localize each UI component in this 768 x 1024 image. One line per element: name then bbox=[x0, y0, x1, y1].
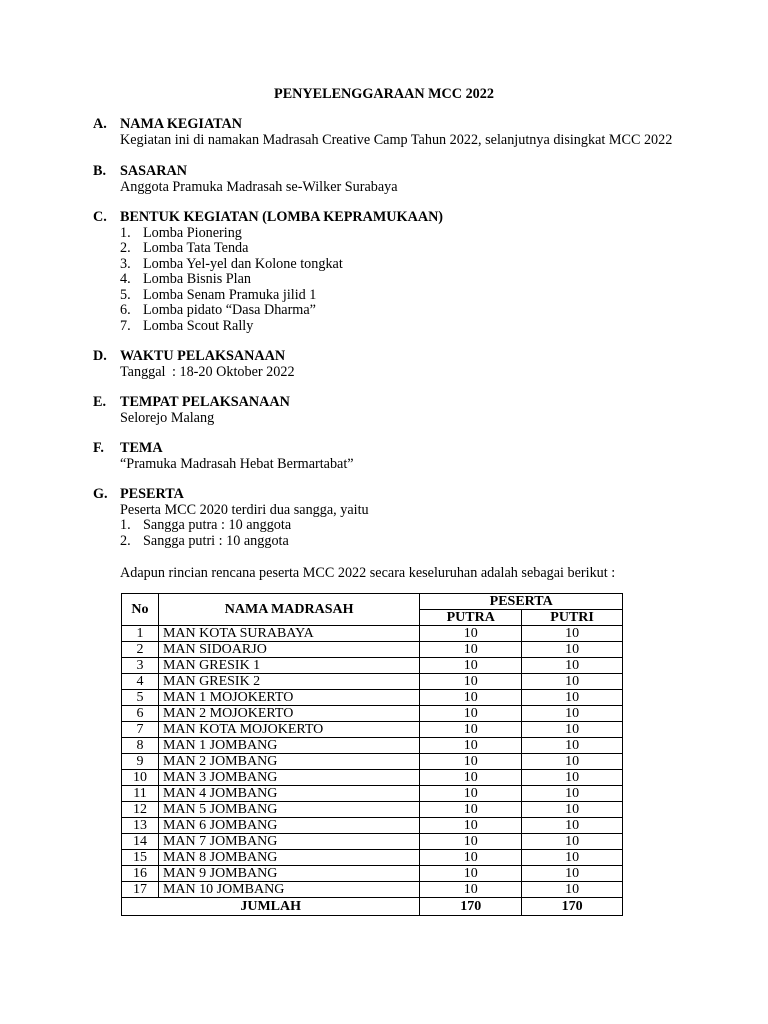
cell-putra: 10 bbox=[420, 850, 522, 866]
table-row bbox=[122, 722, 623, 738]
list-item: 5. Lomba Senam Pramuka jilid 1 bbox=[120, 286, 317, 303]
table-row bbox=[122, 866, 623, 882]
section-waktu-pelaksanaan bbox=[93, 349, 733, 380]
section-tempat-pelaksanaan bbox=[93, 395, 733, 426]
table-row bbox=[122, 834, 623, 850]
section-heading: PESERTA bbox=[120, 486, 184, 502]
table-row bbox=[122, 658, 623, 674]
cell-nama: MAN 2 JOMBANG bbox=[158, 754, 419, 770]
table-row bbox=[122, 706, 623, 722]
list-item: 7. Lomba Scout Rally bbox=[120, 317, 254, 334]
section-text: “Pramuka Madrasah Hebat Bermartabat” bbox=[120, 455, 354, 472]
section-sasaran bbox=[93, 164, 733, 195]
table-total-row bbox=[122, 898, 623, 916]
cell-no: 7 bbox=[122, 722, 159, 738]
section-letter: A. bbox=[93, 116, 107, 132]
cell-no: 5 bbox=[122, 690, 159, 706]
table-row bbox=[122, 754, 623, 770]
section-heading: BENTUK KEGIATAN (LOMBA KEPRAMUKAAN) bbox=[120, 209, 444, 225]
cell-putra: 10 bbox=[420, 706, 522, 722]
cell-putri: 10 bbox=[522, 818, 623, 834]
cell-putri: 10 bbox=[522, 738, 623, 754]
cell-nama: MAN SIDOARJO bbox=[158, 642, 419, 658]
cell-putri: 10 bbox=[522, 722, 623, 738]
section-heading: SASARAN bbox=[120, 163, 188, 179]
cell-putra: 10 bbox=[420, 738, 522, 754]
total-putri: 170 bbox=[522, 898, 623, 916]
col-header-putra: PUTRA bbox=[420, 610, 522, 626]
tanggal-value: : 18-20 Oktober 2022 bbox=[172, 363, 295, 380]
table-intro: Adapun rincian rencana peserta MCC 2022 secara keseluruhan adalah sebagai berikut : bbox=[120, 565, 616, 581]
cell-no: 16 bbox=[122, 866, 159, 882]
cell-no: 12 bbox=[122, 802, 159, 818]
section-heading: TEMA bbox=[120, 440, 163, 456]
tanggal-label: Tanggal bbox=[120, 363, 166, 380]
cell-putra: 10 bbox=[420, 690, 522, 706]
table-row bbox=[122, 738, 623, 754]
cell-nama: MAN 5 JOMBANG bbox=[158, 802, 419, 818]
total-label: JUMLAH bbox=[122, 898, 420, 916]
participant-table bbox=[121, 593, 623, 916]
cell-nama: MAN 7 JOMBANG bbox=[158, 834, 419, 850]
section-letter: B. bbox=[93, 163, 107, 179]
cell-putra: 10 bbox=[420, 722, 522, 738]
list-item: 4. Lomba Bisnis Plan bbox=[120, 271, 251, 287]
cell-putri: 10 bbox=[522, 786, 623, 802]
cell-putri: 10 bbox=[522, 642, 623, 658]
cell-putra: 10 bbox=[420, 834, 522, 850]
section-heading: TEMPAT PELAKSANAAN bbox=[120, 394, 290, 410]
list-item: 1. Sangga putra : 10 anggota bbox=[120, 517, 292, 533]
cell-putri: 10 bbox=[522, 866, 623, 882]
cell-no: 13 bbox=[122, 818, 159, 834]
cell-putra: 10 bbox=[420, 866, 522, 882]
col-header-no: No bbox=[122, 594, 159, 626]
section-letter: C. bbox=[93, 209, 107, 225]
cell-no: 6 bbox=[122, 706, 159, 722]
section-letter: G. bbox=[93, 486, 108, 502]
cell-nama: MAN 1 JOMBANG bbox=[158, 738, 419, 754]
cell-putri: 10 bbox=[522, 770, 623, 786]
table-row bbox=[122, 642, 623, 658]
cell-putri: 10 bbox=[522, 850, 623, 866]
cell-nama: MAN 4 JOMBANG bbox=[158, 786, 419, 802]
cell-putra: 10 bbox=[420, 674, 522, 690]
cell-putri: 10 bbox=[522, 754, 623, 770]
cell-putri: 10 bbox=[522, 674, 623, 690]
cell-nama: MAN 3 JOMBANG bbox=[158, 770, 419, 786]
cell-nama: MAN 9 JOMBANG bbox=[158, 866, 419, 882]
list-item: 6. Lomba pidato “Dasa Dharma” bbox=[120, 302, 316, 318]
table-row bbox=[122, 850, 623, 866]
cell-no: 15 bbox=[122, 850, 159, 866]
table-row bbox=[122, 626, 623, 642]
section-letter: F. bbox=[93, 440, 104, 456]
col-header-nama: NAMA MADRASAH bbox=[158, 594, 419, 626]
cell-no: 3 bbox=[122, 658, 159, 674]
cell-no: 2 bbox=[122, 642, 159, 658]
cell-putra: 10 bbox=[420, 770, 522, 786]
section-tema bbox=[93, 441, 733, 472]
table-row bbox=[122, 802, 623, 818]
cell-putra: 10 bbox=[420, 802, 522, 818]
list-item: 3. Lomba Yel-yel dan Kolone tongkat bbox=[120, 255, 343, 272]
cell-nama: MAN GRESIK 2 bbox=[158, 674, 419, 690]
section-text: Kegiatan ini di namakan Madrasah Creative Camp Tahun 2022, selanjutnya disingkat MCC 2022 bbox=[120, 131, 673, 148]
table-row bbox=[122, 690, 623, 706]
cell-nama: MAN GRESIK 1 bbox=[158, 658, 419, 674]
cell-no: 1 bbox=[122, 626, 159, 642]
cell-putri: 10 bbox=[522, 706, 623, 722]
cell-no: 17 bbox=[122, 882, 159, 898]
cell-putra: 10 bbox=[420, 786, 522, 802]
list-item: 2. Sangga putri : 10 anggota bbox=[120, 532, 289, 549]
section-text: Selorejo Malang bbox=[120, 409, 215, 426]
cell-no: 8 bbox=[122, 738, 159, 754]
cell-putri: 10 bbox=[522, 690, 623, 706]
cell-putra: 10 bbox=[420, 754, 522, 770]
cell-no: 10 bbox=[122, 770, 159, 786]
cell-putri: 10 bbox=[522, 882, 623, 898]
section-letter: D. bbox=[93, 348, 107, 364]
table-row bbox=[122, 818, 623, 834]
cell-nama: MAN 8 JOMBANG bbox=[158, 850, 419, 866]
cell-no: 9 bbox=[122, 754, 159, 770]
cell-putri: 10 bbox=[522, 834, 623, 850]
table-row bbox=[122, 674, 623, 690]
cell-nama: MAN 6 JOMBANG bbox=[158, 818, 419, 834]
cell-no: 14 bbox=[122, 834, 159, 850]
table-body bbox=[122, 626, 623, 898]
cell-nama: MAN KOTA SURABAYA bbox=[158, 626, 419, 642]
section-letter: E. bbox=[93, 394, 107, 410]
cell-putra: 10 bbox=[420, 626, 522, 642]
table-row bbox=[122, 786, 623, 802]
cell-nama: MAN KOTA MOJOKERTO bbox=[158, 722, 419, 738]
section-nama-kegiatan bbox=[93, 117, 733, 148]
cell-putri: 10 bbox=[522, 626, 623, 642]
section-heading: WAKTU PELAKSANAAN bbox=[120, 348, 286, 364]
col-header-putri: PUTRI bbox=[522, 610, 623, 626]
section-bentuk-kegiatan bbox=[93, 210, 733, 334]
total-putra: 170 bbox=[420, 898, 522, 916]
section-peserta bbox=[93, 487, 733, 582]
cell-putra: 10 bbox=[420, 882, 522, 898]
section-text: Peserta MCC 2020 terdiri dua sangga, yaitu bbox=[120, 501, 369, 518]
table-row bbox=[122, 770, 623, 786]
section-heading: NAMA KEGIATAN bbox=[120, 116, 243, 132]
cell-putra: 10 bbox=[420, 818, 522, 834]
cell-nama: MAN 2 MOJOKERTO bbox=[158, 706, 419, 722]
cell-putri: 10 bbox=[522, 802, 623, 818]
col-header-peserta: PESERTA bbox=[420, 594, 623, 610]
table-row bbox=[122, 882, 623, 898]
list-item: 2. Lomba Tata Tenda bbox=[120, 240, 249, 256]
cell-no: 4 bbox=[122, 674, 159, 690]
cell-putra: 10 bbox=[420, 642, 522, 658]
section-text: Anggota Pramuka Madrasah se-Wilker Surabaya bbox=[120, 178, 398, 195]
list-item: 1. Lomba Pionering bbox=[120, 224, 242, 241]
cell-nama: MAN 10 JOMBANG bbox=[158, 882, 419, 898]
cell-no: 11 bbox=[122, 786, 159, 802]
cell-putri: 10 bbox=[522, 658, 623, 674]
cell-nama: MAN 1 MOJOKERTO bbox=[158, 690, 419, 706]
cell-putra: 10 bbox=[420, 658, 522, 674]
document-title: PENYELENGGARAAN MCC 2022 bbox=[274, 86, 494, 102]
